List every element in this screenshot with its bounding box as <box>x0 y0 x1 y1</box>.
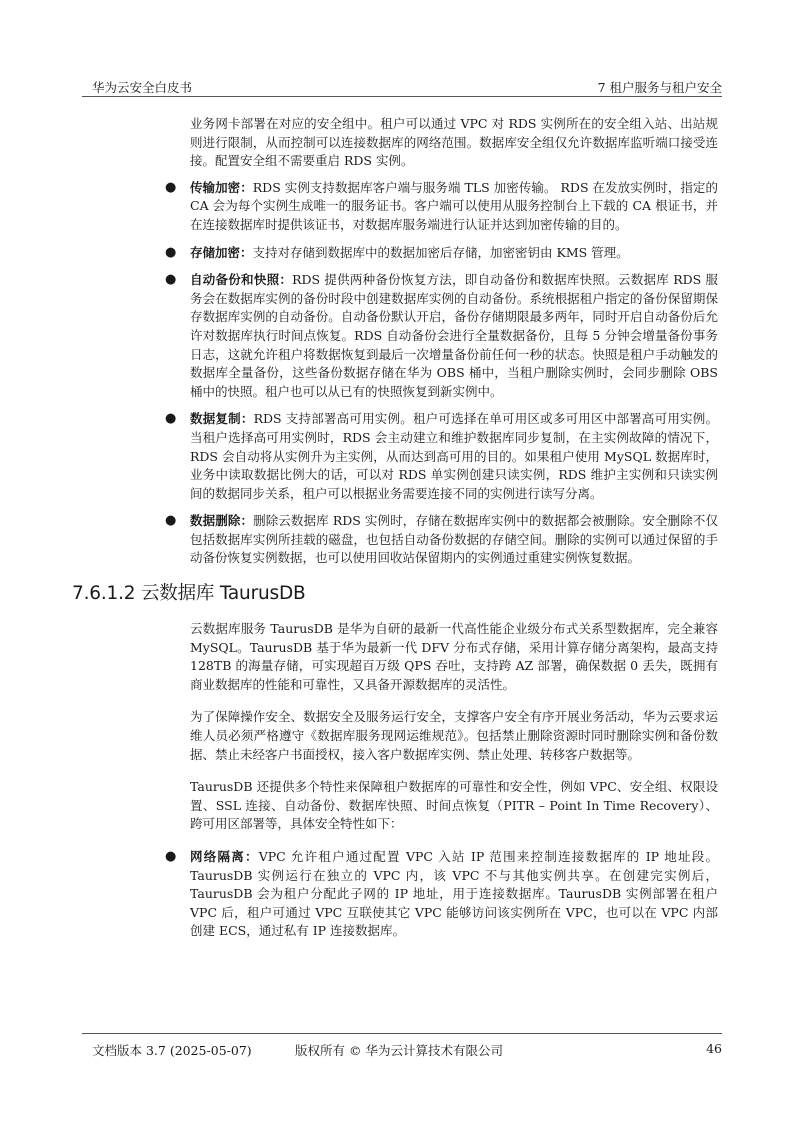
rds-feature-list <box>165 179 718 568</box>
bullet-text: 支持对存储到数据库中的数据加密后存储，加密密钥由 KMS 管理。 <box>252 244 629 260</box>
bullet-icon: ● <box>165 244 177 260</box>
bullet-text: RDS 提供两种备份恢复方法，即自动备份和数据库快照。云数据库 RDS 服务会在数据库实例的备份时段中创建数据库实例的自动备份。系统根据租户指定的备份保留期保存数据库实例的自动备份。自动备份默认开启，备份存储期限最多两年，同时开启自动备份后允许对数据库执行时间点恢复。RDS 自动备份会进行全量数据备份，且每 5 分钟会增量备份事务日志，这就允许租户将数据恢复到最后一次增量备份前任何一秒的状态。快照是租户手动触发的数据库全量备份，这些备份数据存储在华为 OBS 桶中，当租户删除实例时，会同步删除 OBS 桶中的快照。租户也可以从已有的快照恢复到新实例中。 <box>190 272 718 399</box>
page-footer <box>82 1033 722 1056</box>
list-item <box>165 179 718 235</box>
section-heading: 7.6.1.2 云数据库 TaurusDB <box>72 583 306 605</box>
list-item <box>165 244 718 263</box>
bullet-title: 数据删除： <box>190 513 254 529</box>
bullet-text: RDS 实例支持数据库客户端与服务端 TLS 加密传输。 RDS 在发放实例时，指定的 CA 会为每个实例生成唯一的服务证书。客户端可以使用从服务控制台上下载的 CA 根证书，并在连接数据库时提供该证书，对数据库服务端进行认证并达到加密传输的目的。 <box>190 179 718 232</box>
list-item <box>165 512 718 568</box>
list-item <box>165 271 718 401</box>
bullet-title: 存储加密： <box>190 244 253 260</box>
section-paragraph: TaurusDB 还提供多个特性来保障租户数据库的可靠性和安全性，例如 VPC、安全组、权限设置、SSL 连接、自动备份、数据库快照、时间点恢复（PITR – Point In Time Recovery）、跨可用区部署等，具体安全特性如下： <box>190 779 718 832</box>
section-paragraph: 为了保障操作安全、数据安全及服务运行安全，支撑客户安全有序开展业务活动，华为云要求运维人员必须严格遵守《数据库服务现网运维规范》。包括禁止删除资源时同时删除实例和备份数据、禁止未经客户书面授权，接入客户数据库实例、禁止处理、转移客户数据等。 <box>190 709 718 762</box>
bullet-icon: ● <box>165 513 177 529</box>
bullet-icon: ● <box>165 179 177 195</box>
taurusdb-feature-list <box>165 848 718 941</box>
bullet-title: 自动备份和快照： <box>190 272 293 288</box>
bullet-title: 网络隔离： <box>190 849 259 864</box>
section-paragraph: 云数据库服务 TaurusDB 是华为自研的最新一代高性能企业级分布式关系型数据库，完全兼容 MySQL。TaurusDB 基于华为最新一代 DFV 分布式存储，采用计算存储分离架构，最高支持 128TB 的海量存储，可实现超百万级 QPS 吞吐，支持跨 AZ 部署，确保数据 0 丢失，既拥有商业数据库的性能和可靠性，又具备开源数据库的灵活性。 <box>190 621 718 692</box>
bullet-text: RDS 支持部署高可用实例。租户可选择在单可用区或多可用区中部署高可用实例。当租户选择高可用实例时，RDS 会主动建立和维护数据库同步复制，在主实例故障的情况下，RDS 会自动将从实例升为主实例，从而达到高可用的目的。如果租户使用 MySQL 数据库时，业务中读取数据比例大的话，可以对 RDS 单实例创建只读实例，RDS 维护主实例和只读实例间的数据同步关系，租户可以根据业务需要连接不同的实例进行读写分离。 <box>190 411 718 501</box>
bullet-icon: ● <box>165 849 177 864</box>
header-chapter-title: 7 租户服务与租户安全 <box>597 80 722 95</box>
intro-paragraph: 业务网卡部署在对应的安全组中。租户可以通过 VPC 对 RDS 实例所在的安全组入站、出站规则进行限制，从而控制可以连接数据库的网络范围。数据库安全组仅允许数据库监听端口接受连接。配置安全组不需要重启 RDS 实例。 <box>190 116 718 169</box>
header-doc-title: 华为云安全白皮书 <box>92 80 193 95</box>
bullet-title: 数据复制： <box>190 411 254 427</box>
bullet-title: 传输加密： <box>190 179 253 195</box>
list-item <box>165 848 718 941</box>
page-number: 46 <box>706 1041 722 1056</box>
bullet-icon: ● <box>165 411 177 427</box>
page-header <box>82 78 722 97</box>
bullet-icon: ● <box>165 272 177 288</box>
page-content <box>72 115 718 955</box>
doc-version: 文档版本 3.7 (2025-05-07) <box>92 1043 252 1058</box>
bullet-text: VPC 允许租户通过配置 VPC 入站 IP 范围来控制连接数据库的 IP 地址段。TaurusDB 实例运行在独立的 VPC 内，该 VPC 不与其他实例共享。在创建完实例后，TaurusDB 会为租户分配此子网的 IP 地址，用于连接数据库。TaurusDB 实例部署在租户 VPC 后，租户可通过 VPC 互联使其它 VPC 能够访问该实例所在 VPC，也可以在 VPC 内部创建 ECS，通过私有 IP 连接数据库。 <box>190 849 718 939</box>
list-item <box>165 410 718 503</box>
bullet-text: 删除云数据库 RDS 实例时，存储在数据库实例中的数据都会被删除。安全删除不仅包括数据库实例所挂载的磁盘，也包括自动备份数据的存储空间。删除的实例可以通过保留的手动备份恢复实例数据，也可以使用回收站保留期内的实例通过重建实例恢复数据。 <box>190 513 718 566</box>
copyright-notice: 版权所有 © 华为云计算技术有限公司 <box>295 1043 503 1058</box>
